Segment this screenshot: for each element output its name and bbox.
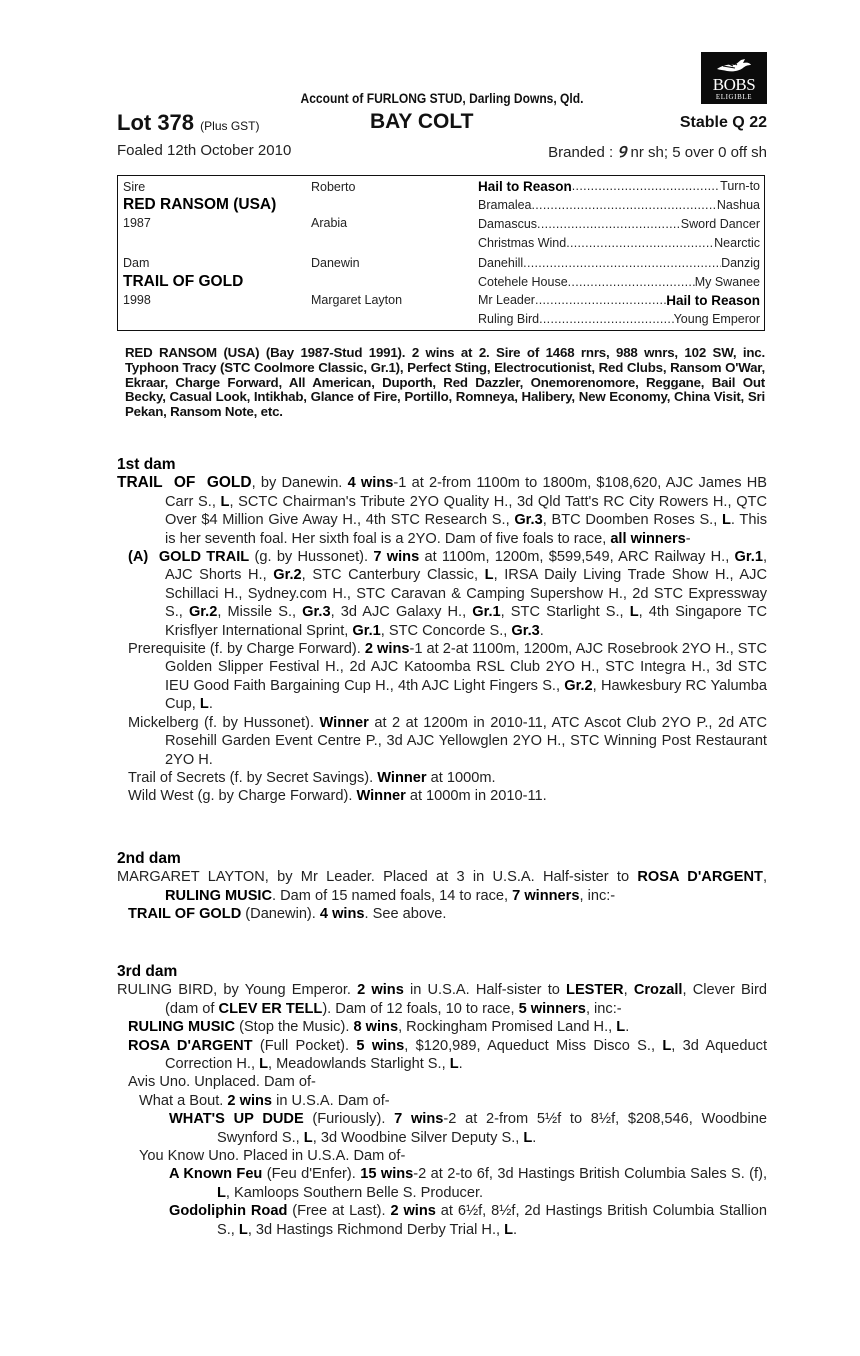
branded-label: Branded :	[548, 144, 614, 161]
grand-right: My Swanee	[694, 275, 760, 289]
second-dam-heading: 2nd dam	[117, 850, 181, 867]
progeny-text: (f. by Charge Forward). 2 wins-1 at 2-at 1100m, 1200m, AJC Rosebrook 2YO H., STC Golden Slipper Festival H., 2d AJC Katoomba RSL Club 2YO H., STC Integra H., 3d STC IEU Good Faith Bargaining Cup H., 4th AJC Light Fingers S., Gr.2, Hawkesbury RC Yalumba Cup, L.	[165, 641, 767, 713]
progeny-text: (g. by Charge Forward). Winner at 1000m in 2010-11.	[193, 788, 547, 805]
grand-row	[478, 179, 760, 194]
grand-row	[478, 275, 760, 289]
branded-text: nr sh; 5 over 0 off sh	[630, 144, 767, 161]
dam-name: TRAIL OF GOLD	[117, 474, 252, 492]
grand-right: Hail to Reason	[666, 293, 760, 308]
first-dam-paragraph	[117, 474, 767, 548]
progeny-item: TRAIL OF GOLD (Danewin). 4 wins. See above.	[128, 906, 447, 923]
progeny-text: (f. by Hussonet). Winner at 2 at 1200m in 2010-11, ATC Ascot Club 2YO P., 2d ATC Rosehill Garden Event Centre P., 3d AJC Yellowglen 2YO H., STC Winning Post Restaurant 2YO H.	[165, 714, 767, 768]
progeny-item: Godoliphin Road (Free at Last). 2 wins at 6½f, 8½f, 2d Hastings British Columbia Stallion S., L, 3d Hastings Richmond Derby Trial H., L.	[169, 1203, 767, 1238]
grand-left: Mr Leader	[478, 293, 535, 307]
progeny-item	[117, 787, 767, 805]
text: , by Danewin.	[251, 475, 348, 492]
grand-right: Danzig	[721, 256, 760, 270]
dam-year: 1998	[123, 293, 151, 307]
brand-mark-icon: Ꝯ	[617, 143, 627, 161]
wins: 4 wins	[347, 475, 394, 492]
progeny-item: RULING MUSIC (Stop the Music). 8 wins, Rockingham Promised Land H., L.	[128, 1019, 630, 1036]
stable-number: Stable Q 22	[679, 114, 767, 131]
grand-left: Cotehele House	[478, 275, 568, 289]
lot-label: Lot 378	[117, 110, 195, 135]
grand-right: Young Emperor	[673, 312, 760, 326]
grand-row	[478, 236, 760, 250]
progeny-name: Prerequisite	[128, 641, 206, 658]
progeny-item	[117, 640, 767, 714]
winged-horse-icon	[715, 56, 753, 76]
sire-year: 1987	[123, 216, 151, 230]
grand-left: Bramalea	[478, 198, 532, 212]
progeny-item: You Know Uno. Placed in U.S.A. Dam of-	[139, 1148, 406, 1165]
text: , SCTC Chairman's Tribute 2YO Quality H., 3d Qld Tatt's RC City Rowers H., QTC Over $4 Million Give Away H., 4th STC Research S.,	[165, 493, 767, 529]
grand-left: Hail to Reason	[478, 179, 572, 194]
grand-right: Turn-to	[720, 179, 760, 193]
third-dam-paragraph: RULING BIRD, by Young Emperor. 2 wins in U.S.A. Half-sister to LESTER, Crozall, Clever Bird (dam of CLEV ER TELL). Dam of 12 foals, 10 to race, 5 winners, inc:-	[117, 982, 767, 1017]
sex-colour: BAY COLT	[370, 110, 474, 133]
grand-row	[478, 256, 760, 270]
second-dam-section	[117, 850, 767, 924]
progeny-item: What a Bout. 2 wins in U.S.A. Dam of-	[139, 1092, 390, 1109]
text: -1 at 2-from 1100m to 1800m, $108,620, AJC James HB Carr S.,	[165, 475, 768, 510]
logo-bobs-text: BOBS	[712, 75, 756, 94]
lot-row	[117, 110, 767, 136]
vendor-account: Account of FURLONG STUD, Darling Downs, Qld.	[300, 90, 584, 106]
progeny-text: (g. by Hussonet). 7 wins at 1100m, 1200m, $599,549, ARC Railway H., Gr.1, AJC Shorts H., Gr.2, STC Canterbury Classic, L, IRSA Daily Living Trade Show H., AJC Schillaci H., Sydney.com H., STC Caravan & Camping Supershow H., 2d STC Expressway S., Gr.2, Missile S., Gr.3, 3d AJC Galaxy H., Gr.1, STC Starlight S., L, 4th Singapore TC Krisflyer International Sprint, Gr.1, STC Concorde S., Gr.3.	[165, 549, 768, 639]
progeny-item: Avis Uno. Unplaced. Dam of-	[128, 1074, 316, 1091]
grand-right: Nearctic	[714, 236, 760, 250]
progeny-name: Mickelberg	[128, 714, 199, 731]
progeny-name: Trail of Secrets	[128, 769, 226, 786]
grand-row	[478, 293, 760, 308]
grand-left: Ruling Bird	[478, 312, 540, 326]
all-winners: all winners	[610, 530, 686, 547]
sire-dam: Arabia	[311, 216, 348, 230]
grand-left: Damascus	[478, 217, 538, 231]
text: -	[685, 530, 691, 547]
grand-left: Danehill	[478, 256, 524, 270]
listed-badge: L	[220, 493, 230, 510]
foaled-date: Foaled 12th October 2010	[117, 142, 292, 159]
progeny-name: GOLD TRAIL	[158, 549, 250, 566]
third-dam-heading: 3rd dam	[117, 963, 178, 980]
progeny-item: WHAT'S UP DUDE (Furiously). 7 wins-2 at 2-from 5½f to 8½f, $208,546, Woodbine Swynford S., L, 3d Woodbine Silver Deputy S., L.	[169, 1111, 768, 1146]
progeny-text: (f. by Secret Savings). Winner at 1000m.	[225, 769, 496, 786]
group-badge: Gr.3	[514, 512, 543, 529]
sire-label: Sire	[123, 180, 146, 194]
grand-row	[478, 217, 760, 231]
gst-note: (Plus GST)	[200, 119, 260, 133]
grand-left: Christmas Wind	[478, 236, 567, 250]
progeny-prefix: (A)	[128, 549, 149, 566]
logo-eligible-text: ELIGIBLE	[715, 93, 753, 101]
grand-right: Nashua	[716, 198, 760, 212]
first-dam-section	[117, 456, 767, 806]
text: , BTC Doomben Roses S.,	[542, 512, 722, 529]
listed-badge: L	[722, 512, 731, 529]
dam-label: Dam	[123, 256, 150, 270]
second-dam-paragraph: MARGARET LAYTON, by Mr Leader. Placed at 3 in U.S.A. Half-sister to ROSA D'ARGENT, RULING MUSIC. Dam of 15 named foals, 14 to race, 7 winners, inc:-	[117, 869, 767, 904]
dam-name: TRAIL OF GOLD	[123, 273, 244, 290]
grand-row	[478, 198, 760, 212]
first-dam-heading: 1st dam	[117, 456, 176, 473]
grand-right: Sword Dancer	[680, 217, 760, 231]
lot-number	[117, 110, 260, 136]
foal-row	[117, 142, 767, 159]
sire-name: RED RANSOM (USA)	[123, 196, 277, 213]
sire-sire: Roberto	[311, 180, 356, 194]
dam-dam: Margaret Layton	[311, 293, 403, 307]
progeny-item	[117, 714, 767, 769]
pedigree-table	[117, 175, 765, 331]
progeny-item	[117, 769, 767, 787]
progeny-item: ROSA D'ARGENT (Full Pocket). 5 wins, $120,989, Aqueduct Miss Disco S., L, 3d Aqueduct Correction H., L, Meadowlands Starlight S., L.	[128, 1037, 768, 1073]
grand-row	[478, 312, 760, 326]
progeny-item: A Known Feu (Feu d'Enfer). 15 wins-2 at 2-to 6f, 3d Hastings British Columbia Sales S. (f), L, Kamloops Southern Belle S. Producer.	[169, 1166, 767, 1201]
third-dam-section	[117, 963, 767, 1239]
brand-info	[548, 142, 767, 162]
text: . This is her seventh foal. Her sixth foal is a 2YO. Dam of five foals to race,	[165, 512, 767, 547]
progeny-item	[117, 548, 767, 640]
dam-sire: Danewin	[311, 256, 360, 270]
progeny-name: Wild West	[128, 788, 194, 805]
sire-summary: RED RANSOM (USA) (Bay 1987-Stud 1991). 2 wins at 2. Sire of 1468 rnrs, 988 wnrs, 102 SW, inc. Typhoon Tracy (STC Coolmore Classic, Gr.1), Perfect Sting, Electrocutionist, Red Clubs, Ransom O'War, Ekraar, Charge Forward, All American, Duporth, Red Dazzler, Onemorenomore, Reggane, Bail Out Becky, Casual Look, Intikhab, Glance of Fire, Portillo, Romneya, Halibery, New Economy, China Visit, Sri Pekan, Ransom Note, etc.	[125, 345, 765, 420]
